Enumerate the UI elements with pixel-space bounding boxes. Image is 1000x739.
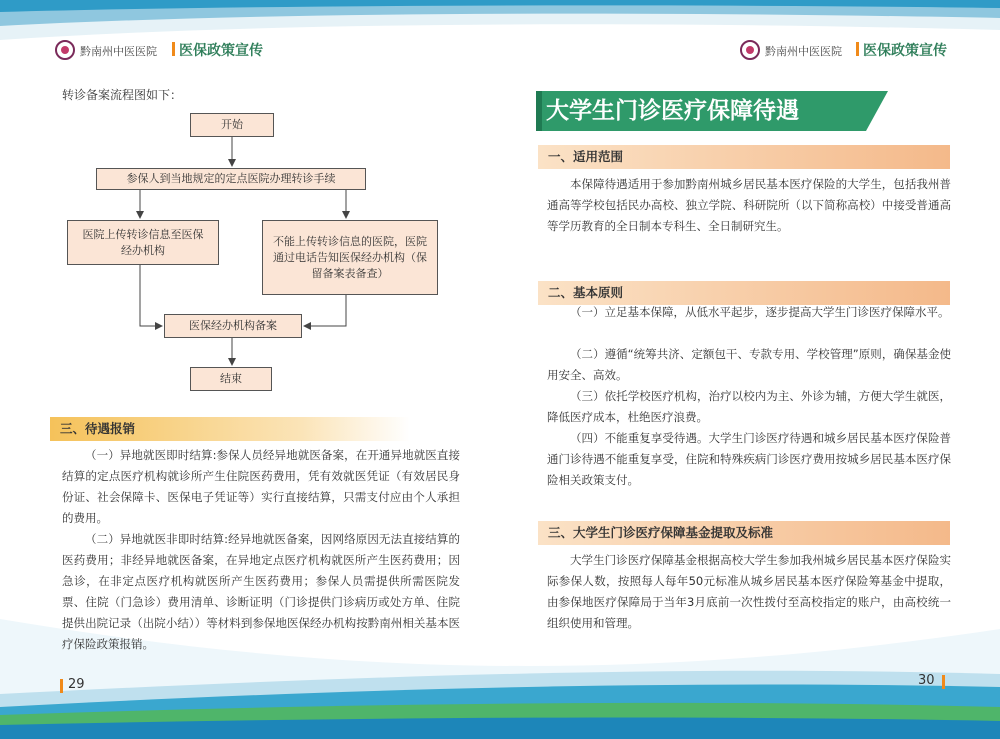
hospital-logo-icon: [740, 40, 760, 60]
flow-step3-box: 医保经办机构备案: [164, 314, 302, 338]
scope-para: 本保障待遇适用于参加黔南州城乡居民基本医疗保险的大学生，包括我州普通高等学校包括民办高校、独立学院、科研院所（以下简称高校）中接受普通高等学历教育的全日制本专科生、全日制研究生。: [547, 177, 951, 233]
section-heading-benefits: 三、待遇报销: [50, 417, 410, 441]
header-title-left: 医保政策宣传: [179, 43, 263, 59]
page-number-right: 30: [918, 673, 935, 688]
flow-branch-left-box: 医院上传转诊信息至医保经办机构: [67, 220, 219, 265]
flow-intro: 转诊备案流程图如下：: [62, 88, 183, 102]
hospital-name-right: 黔南州中医医院: [765, 45, 842, 58]
page-number-left: 29: [68, 677, 85, 692]
right-page-title: 大学生门诊医疗保障待遇: [546, 97, 799, 124]
principle-item-4: （四）不能重复享受待遇。大学生门诊医疗待遇和城乡居民基本医疗保险普通门诊待遇不能重复享受，住院和特殊疾病门诊医疗费用按城乡居民基本医疗保险相关政策支付。: [547, 431, 951, 487]
section-heading-scope: 一、适用范围: [538, 145, 950, 169]
flow-start-box: 开始: [190, 113, 274, 137]
benefits-para-2: （二）异地就医非即时结算:经异地就医备案，因网络原因无法直接结算的医药费用；非经异地就医备案，在异地定点医疗机构就医所产生医药费用；因急诊，在非定点医疗机构就医所产生医药费用；参保人员需提供所需医院发票、住院（门急诊）费用清单、诊断证明（门诊提供门诊病历或处方单、住院提供出院记录（出院小结））等材料到参保地医保经办机构按黔南州相关基本医疗保险政策报销。: [62, 532, 460, 651]
section-heading-principles: 二、基本原则: [538, 281, 950, 305]
fund-para: 大学生门诊医疗保障基金根据高校大学生参加我州城乡居民基本医疗保险实际参保人数，按照每人每年50元标准从城乡居民基本医疗保险筹基金中提取，由参保地医疗保障局于当年3月底前一次性拨付至高校指定的账户，由高校统一组织使用和管理。: [547, 553, 951, 630]
section-heading-fund: 三、大学生门诊医疗保障基金提取及标准: [538, 521, 950, 545]
flow-branch-right-box: 不能上传转诊信息的医院，医院通过电话告知医保经办机构（保留备案表备查）: [262, 220, 438, 295]
header-divider-left: [172, 42, 175, 56]
page-number-bar-left: [60, 679, 63, 693]
principle-item-2: （二）遵循“统筹共济、定额包干、专款专用、学校管理”原则，确保基金使用安全、高效。: [547, 347, 951, 382]
hospital-name-left: 黔南州中医医院: [80, 45, 157, 58]
principle-item-3: （三）依托学校医疗机构，治疗以校内为主、外诊为辅，方便大学生就医，降低医疗成本，杜绝医疗浪费。: [547, 389, 951, 424]
header-title-right: 医保政策宣传: [863, 43, 947, 59]
benefits-para-1: （一）异地就医即时结算:参保人员经异地就医备案，在开通异地就医直接结算的定点医疗机构就诊所产生住院医药费用，凭有效就医凭证（有效居民身份证、社会保障卡、医保电子凭证等）实行直接结算，只需支付应由个人承担的费用。: [62, 448, 460, 525]
flow-step1-box: 参保人到当地规定的定点医院办理转诊手续: [96, 168, 366, 190]
header-divider-right: [856, 42, 859, 56]
page-number-bar-right: [942, 675, 945, 689]
hospital-logo-icon: [55, 40, 75, 60]
principle-item-1: （一）立足基本保障，从低水平起步，逐步提高大学生门诊医疗保障水平。: [570, 305, 950, 319]
flow-end-box: 结束: [190, 367, 272, 391]
